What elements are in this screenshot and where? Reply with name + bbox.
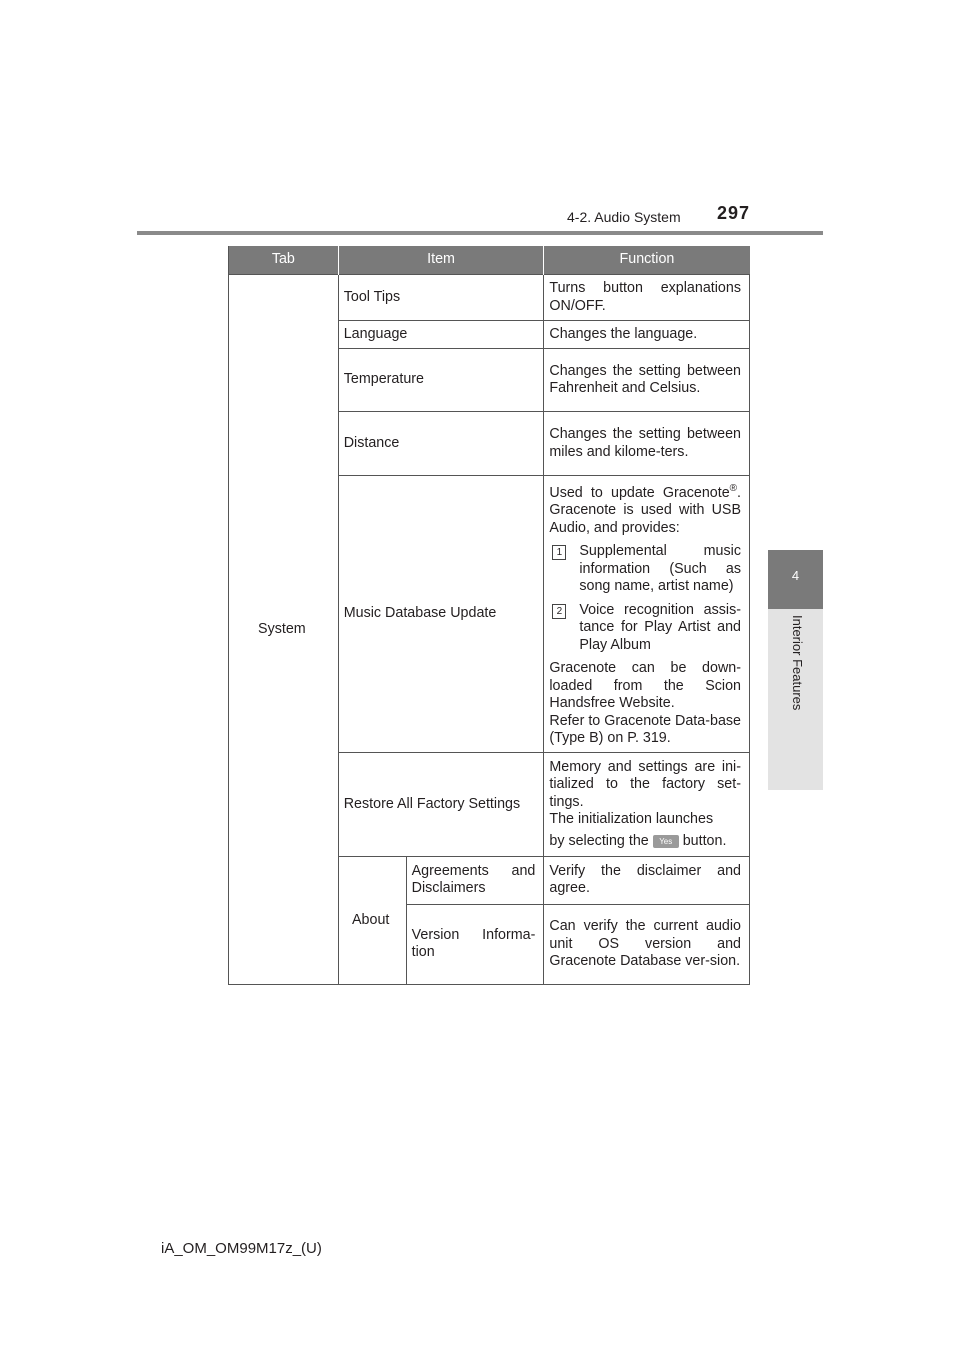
function-cell: Changes the setting between Fahrenheit and Celsius.: [544, 349, 750, 412]
item-cell: Temperature: [338, 349, 544, 412]
function-cell: Turns button explanations ON/OFF.: [544, 275, 750, 321]
function-cell: Verify the disclaimer and agree.: [544, 856, 750, 904]
tab-system: System: [229, 275, 339, 985]
function-text: Memory and settings are ini-tialized to the factory set-tings.: [549, 758, 741, 810]
chapter-tab: [768, 550, 823, 609]
settings-table: [228, 246, 750, 985]
function-cell: [544, 752, 750, 856]
list-item: [549, 543, 741, 596]
item-cell: Music Database Update: [338, 476, 544, 753]
item-cell: Distance: [338, 412, 544, 476]
document-code: iA_OM_OM99M17z_(U): [161, 1240, 322, 1257]
function-outro: Gracenote can be down-loaded from the Scion Handsfree Website.: [549, 660, 741, 712]
function-intro: Used to update Gracenote®. Gracenote is used with USB Audio, and provides:: [549, 483, 741, 536]
header-item: Item: [338, 246, 544, 275]
header-function: Function: [544, 246, 750, 275]
chapter-number: 4: [791, 568, 800, 583]
list-item: [549, 602, 741, 655]
number-badge: 1: [552, 545, 566, 560]
item-cell: Language: [338, 321, 544, 349]
section-title: 4-2. Audio System: [567, 209, 681, 225]
header-rule: [137, 231, 823, 235]
function-cell: Can verify the current audio unit OS version and Gracenote Database ver-sion.: [544, 904, 750, 984]
chapter-title: Interior Features: [790, 615, 805, 711]
item-cell: Restore All Factory Settings: [338, 752, 544, 856]
function-cell: Changes the language.: [544, 321, 750, 349]
header-tab: Tab: [229, 246, 339, 275]
function-cell: [544, 476, 750, 753]
list-item-text: Voice recognition assis-tance for Play Artist and Play Album: [579, 601, 741, 653]
function-reference: Refer to Gracenote Data-base (Type B) on P. 319.: [549, 712, 741, 747]
subitem-cell: Agreements and Disclaimers: [406, 856, 544, 904]
function-cell: Changes the setting between miles and kilome-ters.: [544, 412, 750, 476]
item-about: About: [338, 856, 406, 984]
subitem-cell: Version Informa-tion: [406, 904, 544, 984]
list-item-text: Supplemental music information (Such as song name, artist name): [579, 543, 741, 595]
function-text: by selecting the Yes button.: [549, 832, 727, 849]
number-badge: 2: [552, 604, 566, 619]
table-row: [229, 275, 750, 321]
item-cell: Tool Tips: [338, 275, 544, 321]
function-text: The initialization launches: [549, 811, 714, 828]
table-header-row: [229, 246, 750, 275]
yes-button: Yes: [653, 835, 679, 848]
page-number: 297: [717, 203, 751, 223]
